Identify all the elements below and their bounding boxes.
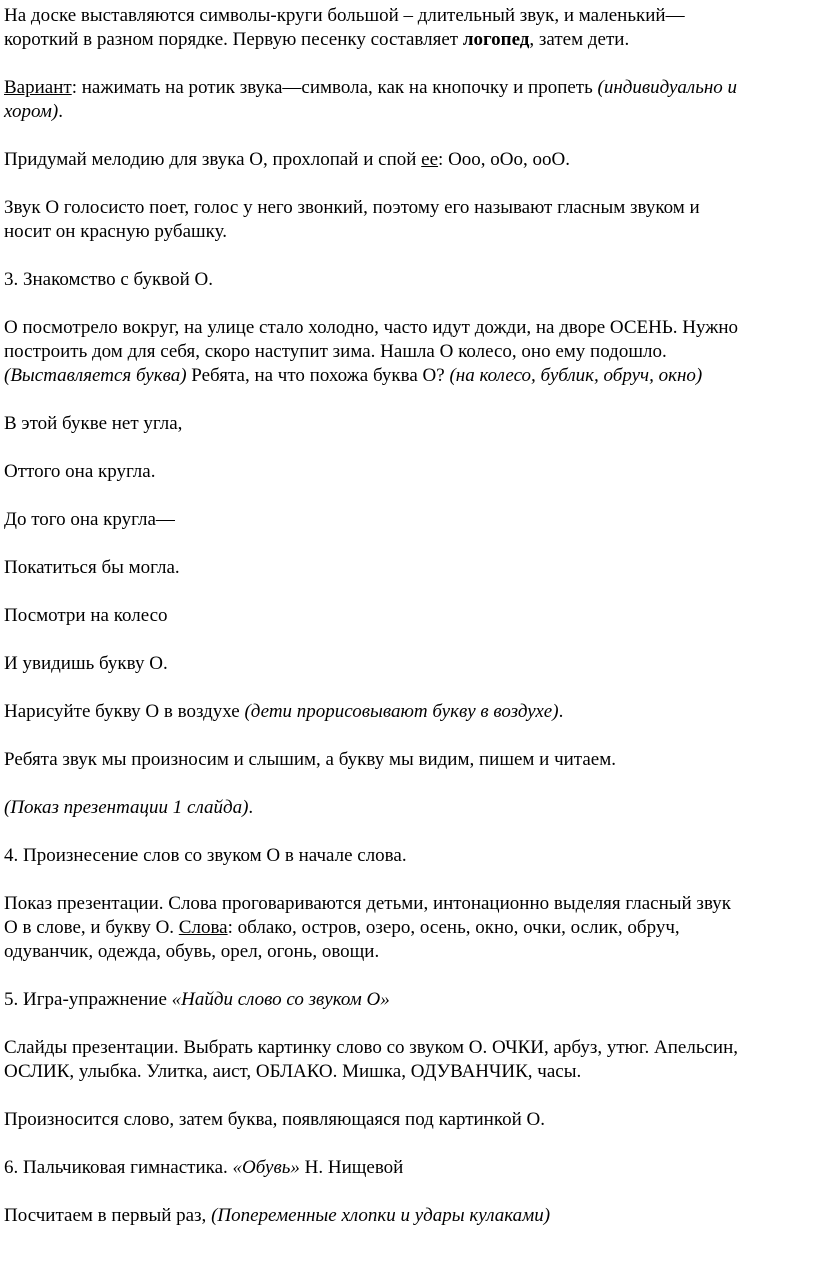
- text: .: [558, 701, 564, 722]
- italic-text: (дети прорисовывают букву в воздухе): [244, 701, 559, 722]
- text: , затем дети.: [529, 29, 630, 50]
- bold-text: логопед: [462, 29, 530, 50]
- text: Нарисуйте букву О в воздухе: [4, 701, 245, 722]
- poem-line: В этой букве нет угла,: [4, 413, 183, 434]
- text: На доске выставляются символы-круги большой – длительный звук, и маленький—: [4, 5, 685, 26]
- text: 6. Пальчиковая гимнастика.: [4, 1157, 233, 1178]
- heading-section-6: [4, 1156, 812, 1180]
- text: построить дом для себя, скоро наступит зима. Нашла О колесо, оно ему подошло.: [4, 341, 667, 362]
- text: Звук О голосисто поет, голос у него звонкий, поэтому его называют гласным звуком и: [4, 197, 700, 218]
- paragraph-intro: [4, 4, 812, 52]
- poem-line: До того она кругла—: [4, 509, 175, 530]
- text: .: [248, 797, 254, 818]
- underlined-text: ее: [421, 149, 439, 170]
- paragraph-sound-vs-letter: Ребята звук мы произносим и слышим, а букву мы видим, пишем и читаем.: [4, 749, 616, 770]
- paragraph-melody: [4, 148, 812, 172]
- paragraph-pronounce: Произносится слово, затем буква, появляющаяся под картинкой О.: [4, 1109, 545, 1130]
- poem-line: И увидишь букву О.: [4, 653, 168, 674]
- italic-text: «Найди слово со звуком О»: [171, 989, 390, 1010]
- text: 5. Игра-упражнение: [4, 989, 172, 1010]
- italic-text: (на колесо, бублик, обруч, окно): [449, 365, 703, 386]
- italic-text: хором): [4, 101, 59, 122]
- heading-section-5: [4, 988, 812, 1012]
- italic-text: (Попеременные хлопки и удары кулаками): [211, 1205, 551, 1226]
- underlined-text: Слова: [178, 917, 228, 938]
- text: : Ооо, оОо, ооО.: [438, 149, 570, 170]
- poem-line: Посмотри на колесо: [4, 605, 168, 626]
- text: одуванчик, одежда, обувь, орел, огонь, овощи.: [4, 941, 380, 962]
- text: Посчитаем в первый раз,: [4, 1205, 212, 1226]
- paragraph-counting: [4, 1204, 812, 1228]
- text: Придумай мелодию для звука О, прохлопай и спой: [4, 149, 422, 170]
- italic-text: «Обувь»: [232, 1157, 300, 1178]
- text: : облако, остров, озеро, осень, окно, очки, ослик, обруч,: [227, 917, 680, 938]
- italic-text: (Показ презентации 1 слайда): [4, 797, 249, 818]
- text: Ребята, на что похожа буква О?: [186, 365, 450, 386]
- italic-text: (индивидуально и: [597, 77, 738, 98]
- text: короткий в разном порядке. Первую песенку составляет: [4, 29, 463, 50]
- heading-section-3: 3. Знакомство с буквой О.: [4, 269, 213, 290]
- heading-section-4: 4. Произнесение слов со звуком О в начале слова.: [4, 845, 407, 866]
- paragraph-story: [4, 316, 812, 388]
- text: Показ презентации. Слова проговариваются детьми, интонационно выделяя гласный звук: [4, 893, 731, 914]
- italic-text: (Выставляется буква): [4, 365, 187, 386]
- paragraph-presentation-note: [4, 796, 812, 820]
- underlined-text: Вариант: [4, 77, 72, 98]
- text: Слайды презентации. Выбрать картинку слово со звуком О. ОЧКИ, арбуз, утюг. Апельсин,: [4, 1037, 739, 1058]
- text: носит он красную рубашку.: [4, 221, 227, 242]
- text: : нажимать на ротик звука—символа, как на кнопочку и пропеть: [71, 77, 598, 98]
- text: О посмотрело вокруг, на улице стало холодно, часто идут дожди, на дворе ОСЕНЬ. Нужно: [4, 317, 739, 338]
- paragraph-slides: [4, 1036, 812, 1084]
- text: .: [58, 101, 63, 122]
- paragraph-words: [4, 892, 812, 964]
- text: ОСЛИК, улыбка. Улитка, аист, ОБЛАКО. Мишка, ОДУВАНЧИК, часы.: [4, 1061, 582, 1082]
- paragraph-draw-letter: [4, 700, 812, 724]
- text: Н. Нищевой: [299, 1157, 404, 1178]
- poem-line: Оттого она кругла.: [4, 461, 156, 482]
- paragraph-sound-o: [4, 196, 812, 244]
- text: О в слове, и букву О.: [4, 917, 179, 938]
- paragraph-variant: [4, 76, 812, 124]
- poem-line: Покатиться бы могла.: [4, 557, 180, 578]
